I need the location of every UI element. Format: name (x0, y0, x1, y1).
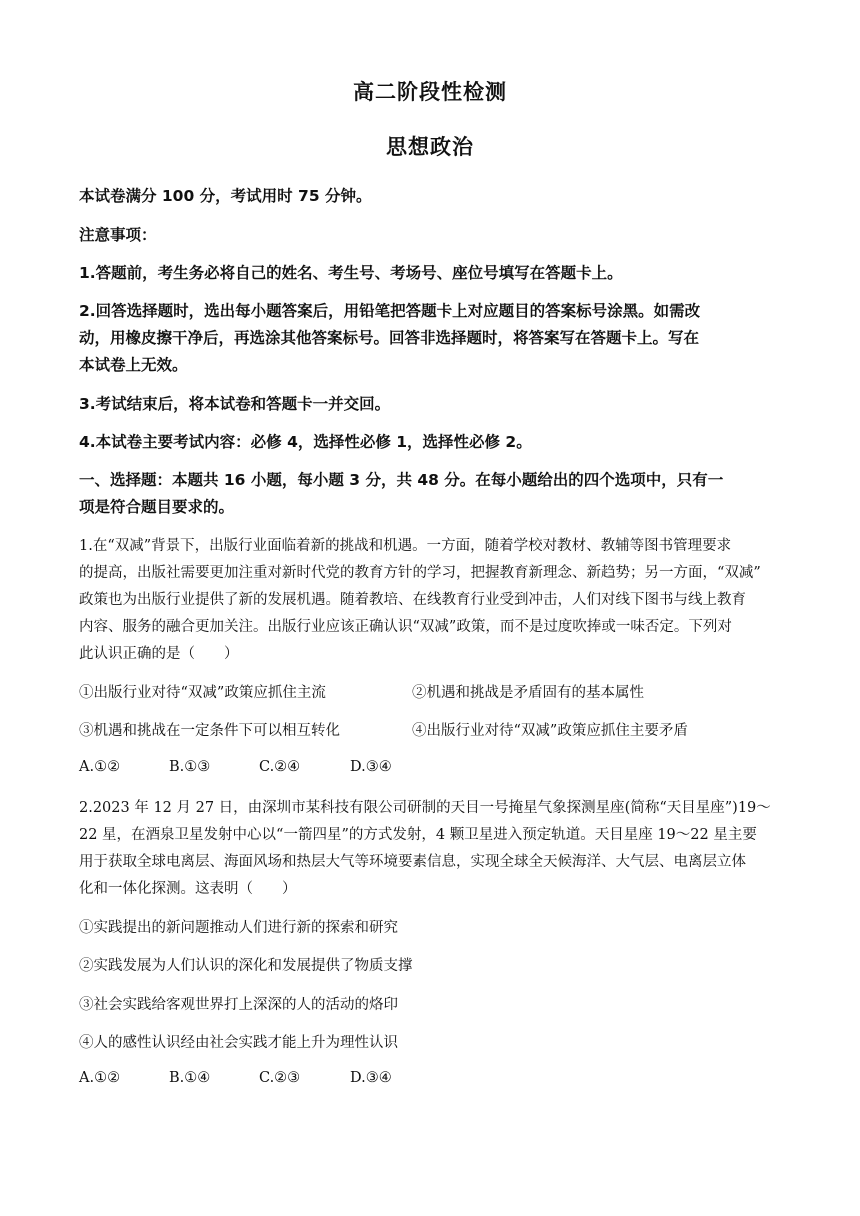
q2-statement-4: ④人的感性认识经由社会实践才能上升为理性认识 (79, 1035, 398, 1051)
q1-stem-line: 1.在“双减”背景下，出版行业面临着新的挑战和机遇。一方面，随着学校对教材、教辅等图书管理要求 (79, 538, 732, 554)
q2-stem-line: 22 星，在酒泉卫星发射中心以“一箭四星”的方式发射，4 颗卫星进入预定轨道。天目星座 19～22 星主要 (79, 827, 757, 843)
q2-stem-line: 2.2023 年 12 月 27 日，由深圳市某科技有限公司研制的天目一号掩星气象探测星座(简称“天目星座”)19～ (79, 800, 771, 816)
note-2-line-3: 本试卷上无效。 (79, 356, 188, 374)
q1-stem-line: 内容、服务的融合更加关注。出版行业应该正确认识“双减”政策，而不是过度吹捧或一味否定。下列对 (79, 619, 732, 635)
exam-title: 高二阶段性检测 (353, 79, 507, 104)
note-2-line-1: 2.回答选择题时，选出每小题答案后，用铅笔把答题卡上对应题目的答案标号涂黑。如需改 (79, 302, 701, 320)
q1-statement-1: ①出版行业对待“双减”政策应抓住主流 (79, 685, 326, 701)
q2-stem-line: 用于获取全球电离层、海面风场和热层大气等环境要素信息，实现全球全天候海洋、大气层、电离层立体 (79, 854, 746, 870)
exam-subject: 思想政治 (386, 134, 474, 159)
q1-stem-line: 的提高，出版社需要更加注重对新时代党的教育方针的学习，把握教育新理念、新趋势；另一方面，“双减” (79, 565, 761, 581)
q2-choice-d: D.③④ (350, 1070, 392, 1086)
q2-statement-1: ①实践提出的新问题推动人们进行新的探索和研究 (79, 920, 398, 936)
q1-choice-c: C.②④ (259, 759, 301, 775)
q1-choice-a: A.①② (79, 759, 121, 775)
q1-statement-3: ③机遇和挑战在一定条件下可以相互转化 (79, 723, 340, 739)
q2-choice-a: A.①② (79, 1070, 121, 1086)
q2-statement-2: ②实践发展为人们认识的深化和发展提供了物质支撑 (79, 958, 413, 974)
q1-choice-d: D.③④ (350, 759, 392, 775)
notice-heading: 注意事项： (79, 226, 157, 244)
q2-choice-c: C.②③ (259, 1070, 301, 1086)
note-2-line-2: 动，用橡皮擦干净后，再选涂其他答案标号。回答非选择题时，将答案写在答题卡上。写在 (79, 329, 700, 347)
note-4: 4.本试卷主要考试内容：必修 4，选择性必修 1，选择性必修 2。 (79, 433, 532, 451)
note-3: 3.考试结束后，将本试卷和答题卡一并交回。 (79, 395, 391, 413)
q2-statement-3: ③社会实践给客观世界打上深深的人的活动的烙印 (79, 997, 398, 1013)
q1-statement-4: ④出版行业对待“双减”政策应抓住主要矛盾 (412, 723, 688, 739)
section-heading-line-1: 一、选择题：本题共 16 小题，每小题 3 分，共 48 分。在每小题给出的四个选项中，只有一 (79, 471, 724, 489)
note-1: 1.答题前，考生务必将自己的姓名、考生号、考场号、座位号填写在答题卡上。 (79, 264, 623, 282)
q1-stem-line: 此认识正确的是（ ） (79, 646, 239, 662)
q1-statement-2: ②机遇和挑战是矛盾固有的基本属性 (412, 685, 644, 701)
score-line: 本试卷满分 100 分，考试用时 75 分钟。 (79, 187, 372, 205)
q1-choice-b: B.①③ (169, 759, 211, 775)
section-heading-line-2: 项是符合题目要求的。 (79, 498, 235, 516)
q2-choice-b: B.①④ (169, 1070, 211, 1086)
q2-stem-line: 化和一体化探测。这表明（ ） (79, 881, 297, 897)
q1-stem-line: 政策也为出版行业提供了新的发展机遇。随着教培、在线教育行业受到冲击，人们对线下图书与线上教育 (79, 592, 746, 608)
